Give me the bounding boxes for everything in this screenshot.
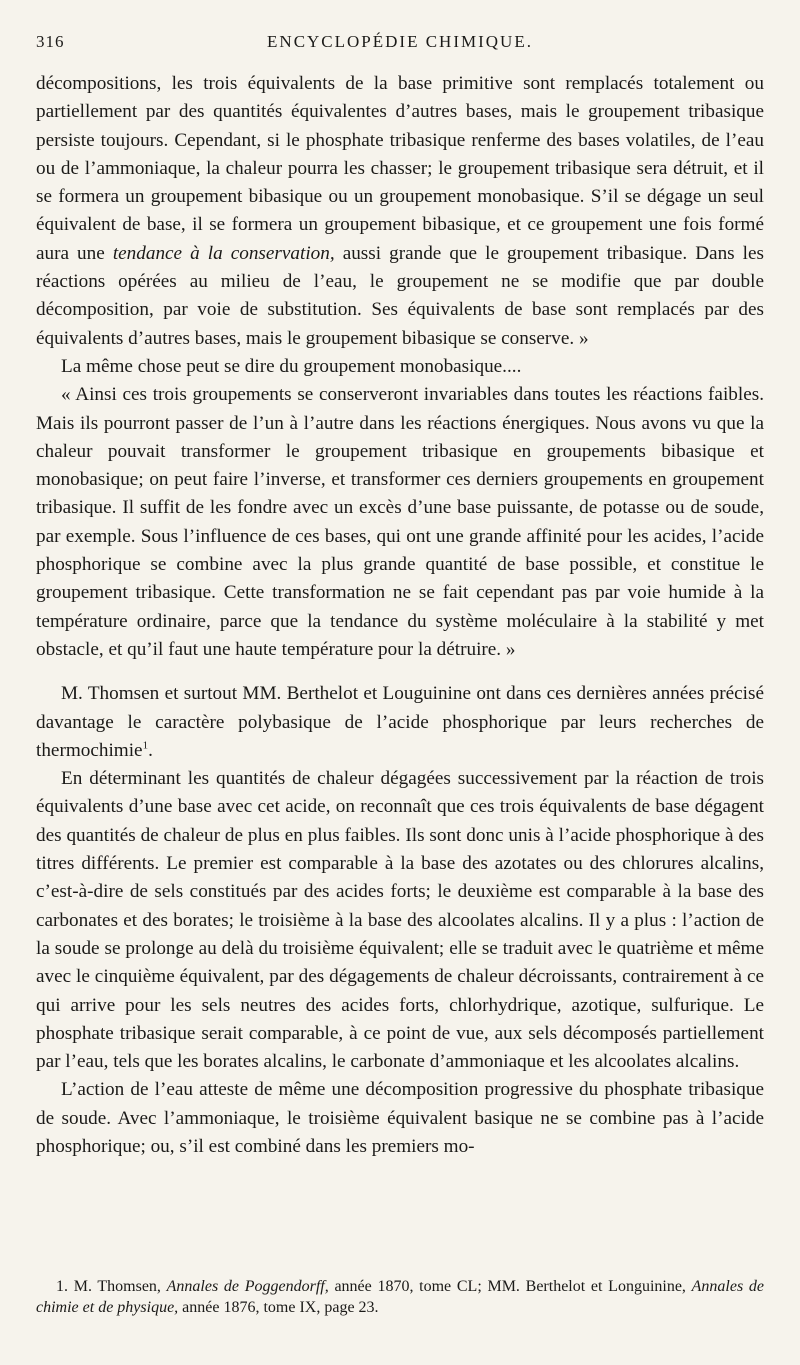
footnote-1 xyxy=(36,1276,764,1318)
paragraph-3: « Ainsi ces trois groupements se conserveront invariables dans toutes les réactions faibles. Mais ils pourront passer de l’un à l’autre dans les réactions énergiques. Nous avons vu que la chaleur pouvait transformer le groupement tribasique en groupements bibasique et monobasique; on peut faire l’inverse, et transformer ces derniers groupements en groupement tribasique. Il suffit de les fondre avec un excès d’une base puissante, de potasse ou de soude, par exemple. Sous l’influence de ces bases, qui ont une grande affinité pour les acides, l’acide phosphorique se combine avec la plus grande quantité de base possible, et constitue le groupement tribasique. Cette transformation ne se fait cependant pas par voie humide à la température ordinaire, parce que la tendance du système moléculaire à la stabilité y met obstacle, et qu’il faut une haute température pour la détruire. » xyxy=(36,384,764,660)
paragraph-5: En déterminant les quantités de chaleur dégagées successivement par la réaction de trois équivalents d’une base avec cet acide, on reconnaît que ces trois équivalents de base dégagent des quantités de chaleur de plus en plus faibles. Ils sont donc unis à l’acide phosphorique à des titres différents. Le premier est comparable à la base des azotates ou des chlorures alcalins, c’est-à-dire de sels constitués par des acides forts; le deuxième est comparable à la base des carbonates et des borates; le troisième à la base des alcoolates alcalins. Il y a plus : l’action de la soude se prolonge au delà du troisième équivalent; elle se traduit avec le quatrième et même avec le cinquième équivalent, par des dégagements de chaleur décroissants, contrairement à ce qui arrive pour les sels neutres des acides forts, chlorhydrique, azotique, sulfurique. Le phosphate tribasique serait comparable, à ce point de vue, aux sels décomposés partiellement par l’eau, tels que les borates alcalins, le carbonate d’ammoniaque et les alcoolates alcalins. xyxy=(36,768,764,1073)
footnotes xyxy=(36,1276,764,1318)
paragraph-6: L’action de l’eau atteste de même une décomposition progressive du phosphate tribasique de soude. Avec l’ammoniaque, le troisième équivalent basique ne se combine pas à l’acide phosphorique; ou, s’il est combiné dans les premiers mo- xyxy=(36,1079,764,1157)
paragraph-4 xyxy=(36,680,764,765)
running-head xyxy=(36,32,764,58)
footnote-number: 1. xyxy=(56,1278,68,1295)
page-number: 316 xyxy=(36,32,65,51)
paragraph-1-text: décompositions, les trois équivalents de la base primitive sont remplacés totalement ou partiellement par des quantités équivalentes d’autres bases, mais le groupement tribasique persiste toujours. Cependant, si le phosphate tribasique renferme des bases volatiles, de l’eau ou de l’ammoniaque, la chaleur pourra les chasser; le groupement tribasique sera détruit, et il se formera un groupement bibasique ou un groupement monobasique. S’il se dégage un seul équivalent de base, il se formera un groupement bibasique, et ce groupement une fois formé aura une xyxy=(36,73,764,264)
footnote-text-b: année 1870, tome CL; MM. Berthelot et Longuinine, xyxy=(334,1278,686,1295)
running-title: ENCYCLOPÉDIE CHIMIQUE. xyxy=(267,32,533,51)
paragraph-1-end: aussi grande que le groupement tribasique. Dans les réactions opérées au milieu de l’eau, le groupement ne se modifie que par double décomposition, par voie de substitution. Ses équivalents de base sont remplacés par des équivalents d’autres bases, mais le groupement bibasique se conserve. » xyxy=(36,242,764,349)
paragraph-1-emphasis: tendance à la conservation, xyxy=(112,242,335,264)
paragraph-4-text: M. Thomsen et surtout MM. Berthelot et Louguinine ont dans ces dernières années précisé davantage le caractère polybasique de l’acide phosphorique par leurs recherches de thermochimie xyxy=(36,683,764,761)
body-text xyxy=(36,70,764,1161)
footnote-text-c: année 1876, tome IX, page 23. xyxy=(182,1299,379,1316)
paragraph-1 xyxy=(36,70,764,353)
paragraph-2: La même chose peut se dire du groupement monobasique.... xyxy=(61,355,522,377)
paragraph-4-end: . xyxy=(148,739,153,761)
footnote-ref[interactable]: 1 xyxy=(142,739,149,752)
footnote-source-b: Annales de chimie et de physique, xyxy=(36,1278,765,1316)
footnote-source-a: Annales de Poggendorff, xyxy=(166,1278,329,1295)
footnote-text-a: M. Thomsen, xyxy=(73,1278,161,1295)
